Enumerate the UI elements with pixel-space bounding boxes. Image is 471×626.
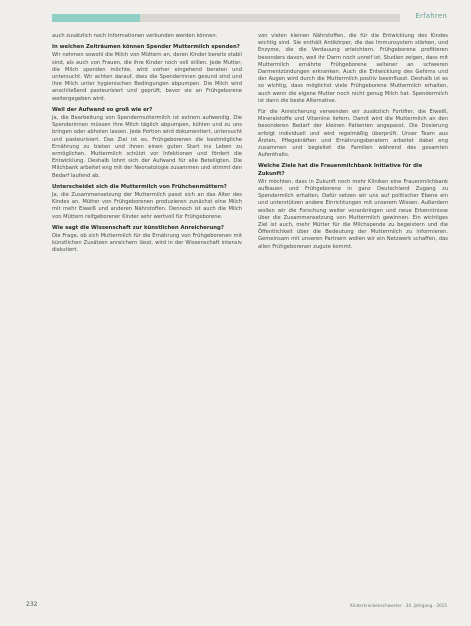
page-number: 232 (26, 601, 38, 608)
paragraph: Ja, die Bearbeitung von Spendermuttermilch ist extrem aufwendig. Die Spenderinnen müssen ihre Milch täglich abpumpen, kühlen und zu uns bringen oder abholen lassen. Jede Portion wird dokumentiert, untersucht und pasteurisiert. Das Ziel ist es, Frühgeborenen die bestmögliche Ernährung zu bieten und ihnen einen guten Start ins Leben zu ermöglichen. Muttermilch schützt vor Infektionen und fördert die Entwicklung. Deshalb lohnt sich der Aufwand für alle Beteiligten. Die Milchbank arbeitet eng mit der Neonatologie zusammen und stimmt den Bedarf laufend ab. (52, 115, 242, 179)
section-title: Erfahren (415, 12, 447, 20)
left-text-column (52, 33, 242, 259)
question-heading: Wie sagt die Wissenschaft zur künstlichen Anreicherung? (52, 224, 224, 231)
right-text-column (258, 33, 448, 255)
question-heading: Unterscheidet sich die Muttermilch von Frühchenmüttern? (52, 183, 227, 190)
paragraph: Wir möchten, dass in Zukunft noch mehr Kliniken eine Frauenmilchbank aufbauen und Frühgeborene in ganz Deutschland Zugang zu Spendermilch erhalten. Dafür setzen wir uns auf politischer Ebene ein und unterstützen andere Einrichtungen mit unserem Wissen. Außerdem wollen wir die Forschung weiter voranbringen und neue Erkenntnisse über die Zusammensetzung von Muttermilch gewinnen. Ein wichtiges Ziel ist auch, mehr Mütter für die Milchspende zu begeistern und die Öffentlichkeit über die Bedeutung der Muttermilch zu informieren. Gemeinsam mit unseren Partnern wollen wir ein Netzwerk schaffen, das allen Frühgeborenen zugute kommt. (258, 178, 448, 250)
paragraph: Ja, die Zusammensetzung der Muttermilch passt sich an das Alter des Kindes an. Mütter von Frühgeborenen produzieren zunächst eine Milch mit mehr Eiweiß und anderen Nährstoffen. Dennoch ist auch die Milch von Müttern reifgeborener Kinder sehr wertvoll für Frühgeborene. (52, 192, 242, 220)
paragraph: von vielen kleinen Nährstoffen, die für die Entwicklung des Kindes wichtig sind. Sie enthält Antikörper, die das Immunsystem stärken, und Enzyme, die die Verdauung erleichtern. Frühgeborene profitieren besonders davon, weil ihr Darm noch unreif ist. Studien zeigen, dass mit Muttermilch ernährte Frühgeborene seltener an schweren Darmentzündungen erkranken. Auch die Entwicklung des Gehirns und der Augen wird durch die Muttermilch positiv beeinflusst. Deshalb ist es so wichtig, dass möglichst viele Frühgeborene Muttermilch erhalten, auch wenn die eigene Mutter noch nicht genug Milch hat. Spendermilch ist dann die beste Alternative. (258, 33, 448, 104)
paragraph: Wir nehmen sowohl die Milch von Müttern an, deren Kinder bereits stabil sind, als auch von Frauen, die ihre Kinder noch voll stillen. Jede Mutter, die Milch spenden möchte, wird vorher eingehend beraten und untersucht. Wir achten darauf, dass die Spenderinnen gesund sind und ihre Milch unter hygienischen Bedingungen abpumpen. Die Milch wird anschließend pasteurisiert und geprüft, bevor sie an Frühgeborene weitergegeben wird. (52, 52, 242, 102)
paragraph: Für die Anreicherung verwenden wir zusätzlich Fortifier, die Eiweiß, Mineralstoffe und Vitamine liefern. Damit wird die Muttermilch an den besonderen Bedarf der kleinen Patienten angepasst. Die Dosierung erfolgt individuell und wird regelmäßig überprüft. Unser Team aus Ärzten, Pflegekräften und Ernährungsberatern arbeitet dabei eng zusammen und begleitet die Familien während des gesamten Aufenthalts. (258, 109, 448, 159)
publication-footer: Kinderkrankenschwester · 34. Jahrgang · 2015 (350, 603, 447, 608)
question-heading: Weil der Aufwand so groß wie er? (52, 106, 153, 113)
section-color-bar (52, 14, 140, 22)
paragraph: auch zusätzlich noch Informationen verbunden werden können. (52, 33, 218, 39)
question-heading: In welchen Zeiträumen können Spender Muttermilch spenden? (52, 44, 240, 51)
question-heading: Welche Ziele hat die Frauenmilchbank Initiative für die Zukunft? (258, 163, 423, 177)
paragraph: Die Frage, ob sich Muttermilch für die Ernährung von Frühgeborenen mit künstlichen Zusätzen anreichern lässt, wird in der Wissenschaft intensiv diskutiert. (52, 233, 242, 254)
header-rule (140, 14, 400, 22)
